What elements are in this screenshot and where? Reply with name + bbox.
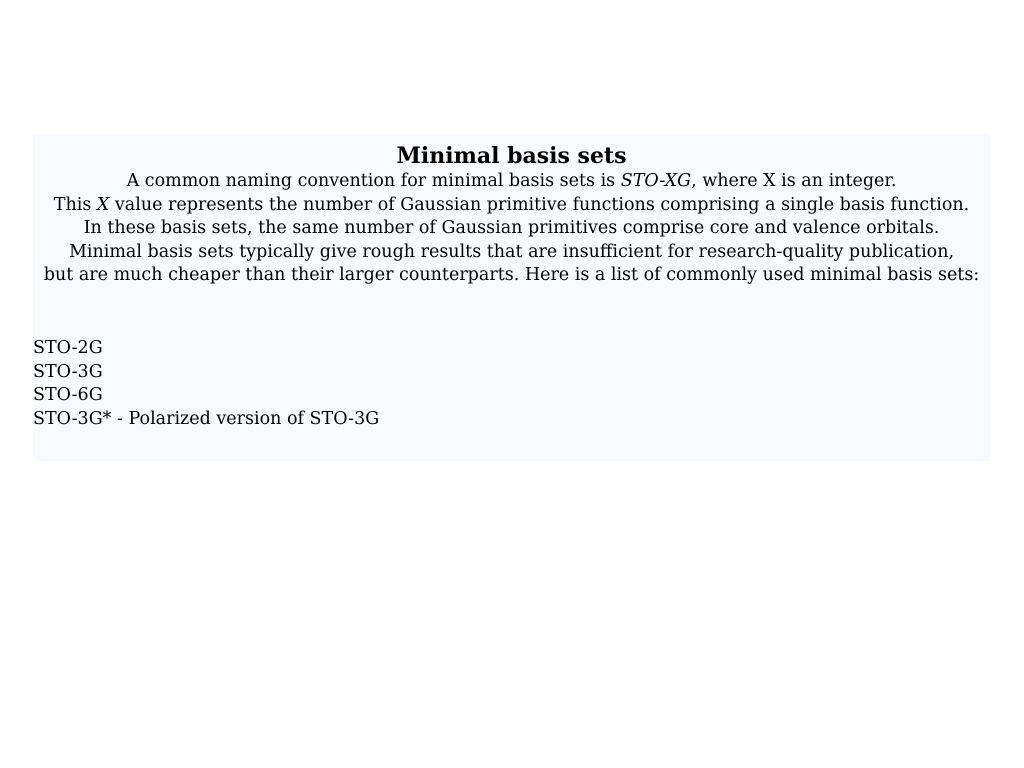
x-emphasis: X [96, 194, 110, 215]
page-title: Minimal basis sets [396, 143, 627, 169]
description-line-1-text-after: , where X is an integer. [691, 171, 897, 191]
list-item-sto-2g: STO-2G [33, 338, 103, 358]
basis-set-list [33, 337, 379, 431]
description-line-2-text-before: This [53, 194, 97, 215]
description [33, 170, 990, 288]
description-line-2-text-after: value represents the number of Gaussian primitive functions comprising a single basis function. [109, 194, 970, 215]
list-item-sto-3g: STO-3G [33, 361, 103, 382]
list-item-sto-6g: STO-6G [33, 385, 103, 405]
sto-xg-emphasis: STO-XG [620, 171, 692, 191]
content-panel [33, 134, 990, 461]
description-line-3: In these basis sets, the same number of Gaussian primitives comprise core and valence orbitals. [83, 218, 940, 238]
description-line-2 [33, 194, 990, 218]
list-item-sto-3g-star: STO-3G* - Polarized version of STO-3G [33, 408, 380, 429]
description-line-1 [33, 170, 990, 194]
description-line-5: but are much cheaper than their larger counterparts. Here is a list of commonly used minimal basis sets: [43, 265, 980, 285]
description-line-4: Minimal basis sets typically give rough results that are insufficient for research-quality publication, [68, 241, 955, 262]
description-line-1-text-before: A common naming convention for minimal basis sets is [126, 171, 621, 191]
